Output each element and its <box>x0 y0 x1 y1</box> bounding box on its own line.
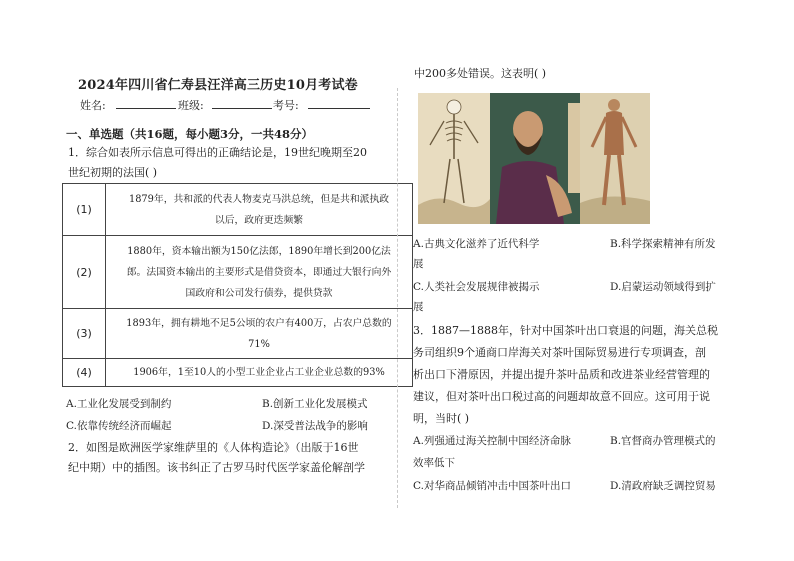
exam-title: 2024年四川省仁寿县汪洋高三历史10月考试卷 <box>78 78 358 93</box>
q2-stem-line1: 2．如图是欧洲医学家维萨里的《人体构造论》（出版于16世 <box>68 441 359 454</box>
table-row <box>63 359 413 387</box>
column-divider <box>397 88 398 508</box>
table-row <box>63 184 413 236</box>
exam-no-blank[interactable] <box>308 97 370 109</box>
q3-stem-line4: 建议，但对茶叶出口税过高的问题却故意不回应。这可用于说 <box>413 390 710 403</box>
q3-stem-line2: 务司组织9个通商口岸海关对茶叶国际贸易进行专项调查，剖 <box>413 346 706 359</box>
q1-option-d[interactable]: D.深受普法战争的影响 <box>262 420 368 432</box>
table-row <box>63 309 413 359</box>
row-text-line: 郎。法国资本输出的主要形式是借贷资本，即通过大银行向外 <box>126 266 392 278</box>
table-row <box>63 236 413 309</box>
q1-option-a[interactable]: A.工业化发展受到制约 <box>66 398 172 410</box>
row-text-line: 国政府和公司发行债券，提供贷款 <box>185 287 333 299</box>
q3-option-d[interactable]: D.清政府缺乏调控贸易 <box>610 480 716 492</box>
row-number: (3) <box>63 309 106 359</box>
q2-stem-line2: 纪中期）中的插图。该书纠正了古罗马时代医学家盖伦解剖学 <box>68 461 365 474</box>
row-text: 1906年，1至10人的小型工业企业占工业企业总数的93% <box>106 359 413 387</box>
q3-option-c[interactable]: C.对华商品倾销冲击中国茶叶出口 <box>413 480 571 492</box>
row-text <box>106 184 413 236</box>
row-text-line: 1893年，拥有耕地不足5公顷的农户有400万，占农户总数的 <box>126 317 392 329</box>
q2-option-c[interactable]: C.人类社会发展规律被揭示 <box>413 281 540 293</box>
q2-option-d[interactable]: D.启蒙运动领域得到扩 <box>610 281 716 293</box>
class-blank[interactable] <box>212 97 272 109</box>
row-number: (2) <box>63 236 106 309</box>
section-heading: 一、单选题（共16题，每小题3分，一共48分） <box>66 127 314 141</box>
q2-option-a[interactable]: A.古典文化滋养了近代科学 <box>413 238 540 250</box>
q2-option-b-cont: 展 <box>413 258 424 270</box>
row-text-line: 以后，政府更迭频繁 <box>214 214 304 226</box>
row-text-line: 71% <box>248 338 270 350</box>
q3-stem-line3: 析出口下滑原因，并提出提升茶叶品质和改进茶业经营管理的 <box>413 368 710 381</box>
row-text-line: 1880年，资本输出额为150亿法郎，1890年增长到200亿法 <box>127 245 391 257</box>
q2-option-d-cont: 展 <box>413 301 424 313</box>
row-text-line: 1879年，共和派的代表人物麦克马洪总统，但是共和派执政 <box>128 193 390 205</box>
q1-option-c[interactable]: C.依靠传统经济而崛起 <box>66 420 172 432</box>
row-number: (1) <box>63 184 106 236</box>
q3-option-b-cont: 效率低下 <box>413 457 455 469</box>
row-number: (4) <box>63 359 106 387</box>
q3-stem-line5: 明，当时( ) <box>413 412 470 425</box>
q3-option-b[interactable]: B.官督商办管理模式的 <box>610 435 716 447</box>
q1-option-b[interactable]: B.创新工业化发展模式 <box>262 398 368 410</box>
row-text <box>106 236 413 309</box>
class-label: 班级: <box>178 99 204 112</box>
q2-stem-line3: 中200多处错误。这表明( ) <box>414 67 547 80</box>
exam-no-label: 考号: <box>273 99 299 112</box>
anatomy-illustration <box>418 93 650 224</box>
row-text <box>106 309 413 359</box>
name-label: 姓名: <box>80 99 106 112</box>
q1-stem-line2: 世纪初期的法国( ) <box>68 166 158 179</box>
name-blank[interactable] <box>116 97 176 109</box>
q3-option-a[interactable]: A.列强通过海关控制中国经济命脉 <box>413 435 571 447</box>
q1-info-table <box>62 183 413 387</box>
q1-stem-line1: 1．综合如表所示信息可得出的正确结论是，19世纪晚期至20 <box>68 146 367 159</box>
q3-stem-line1: 3．1887—1888年，针对中国茶叶出口衰退的问题，海关总税 <box>413 324 718 337</box>
q2-option-b[interactable]: B.科学探索精神有所发 <box>610 238 716 250</box>
